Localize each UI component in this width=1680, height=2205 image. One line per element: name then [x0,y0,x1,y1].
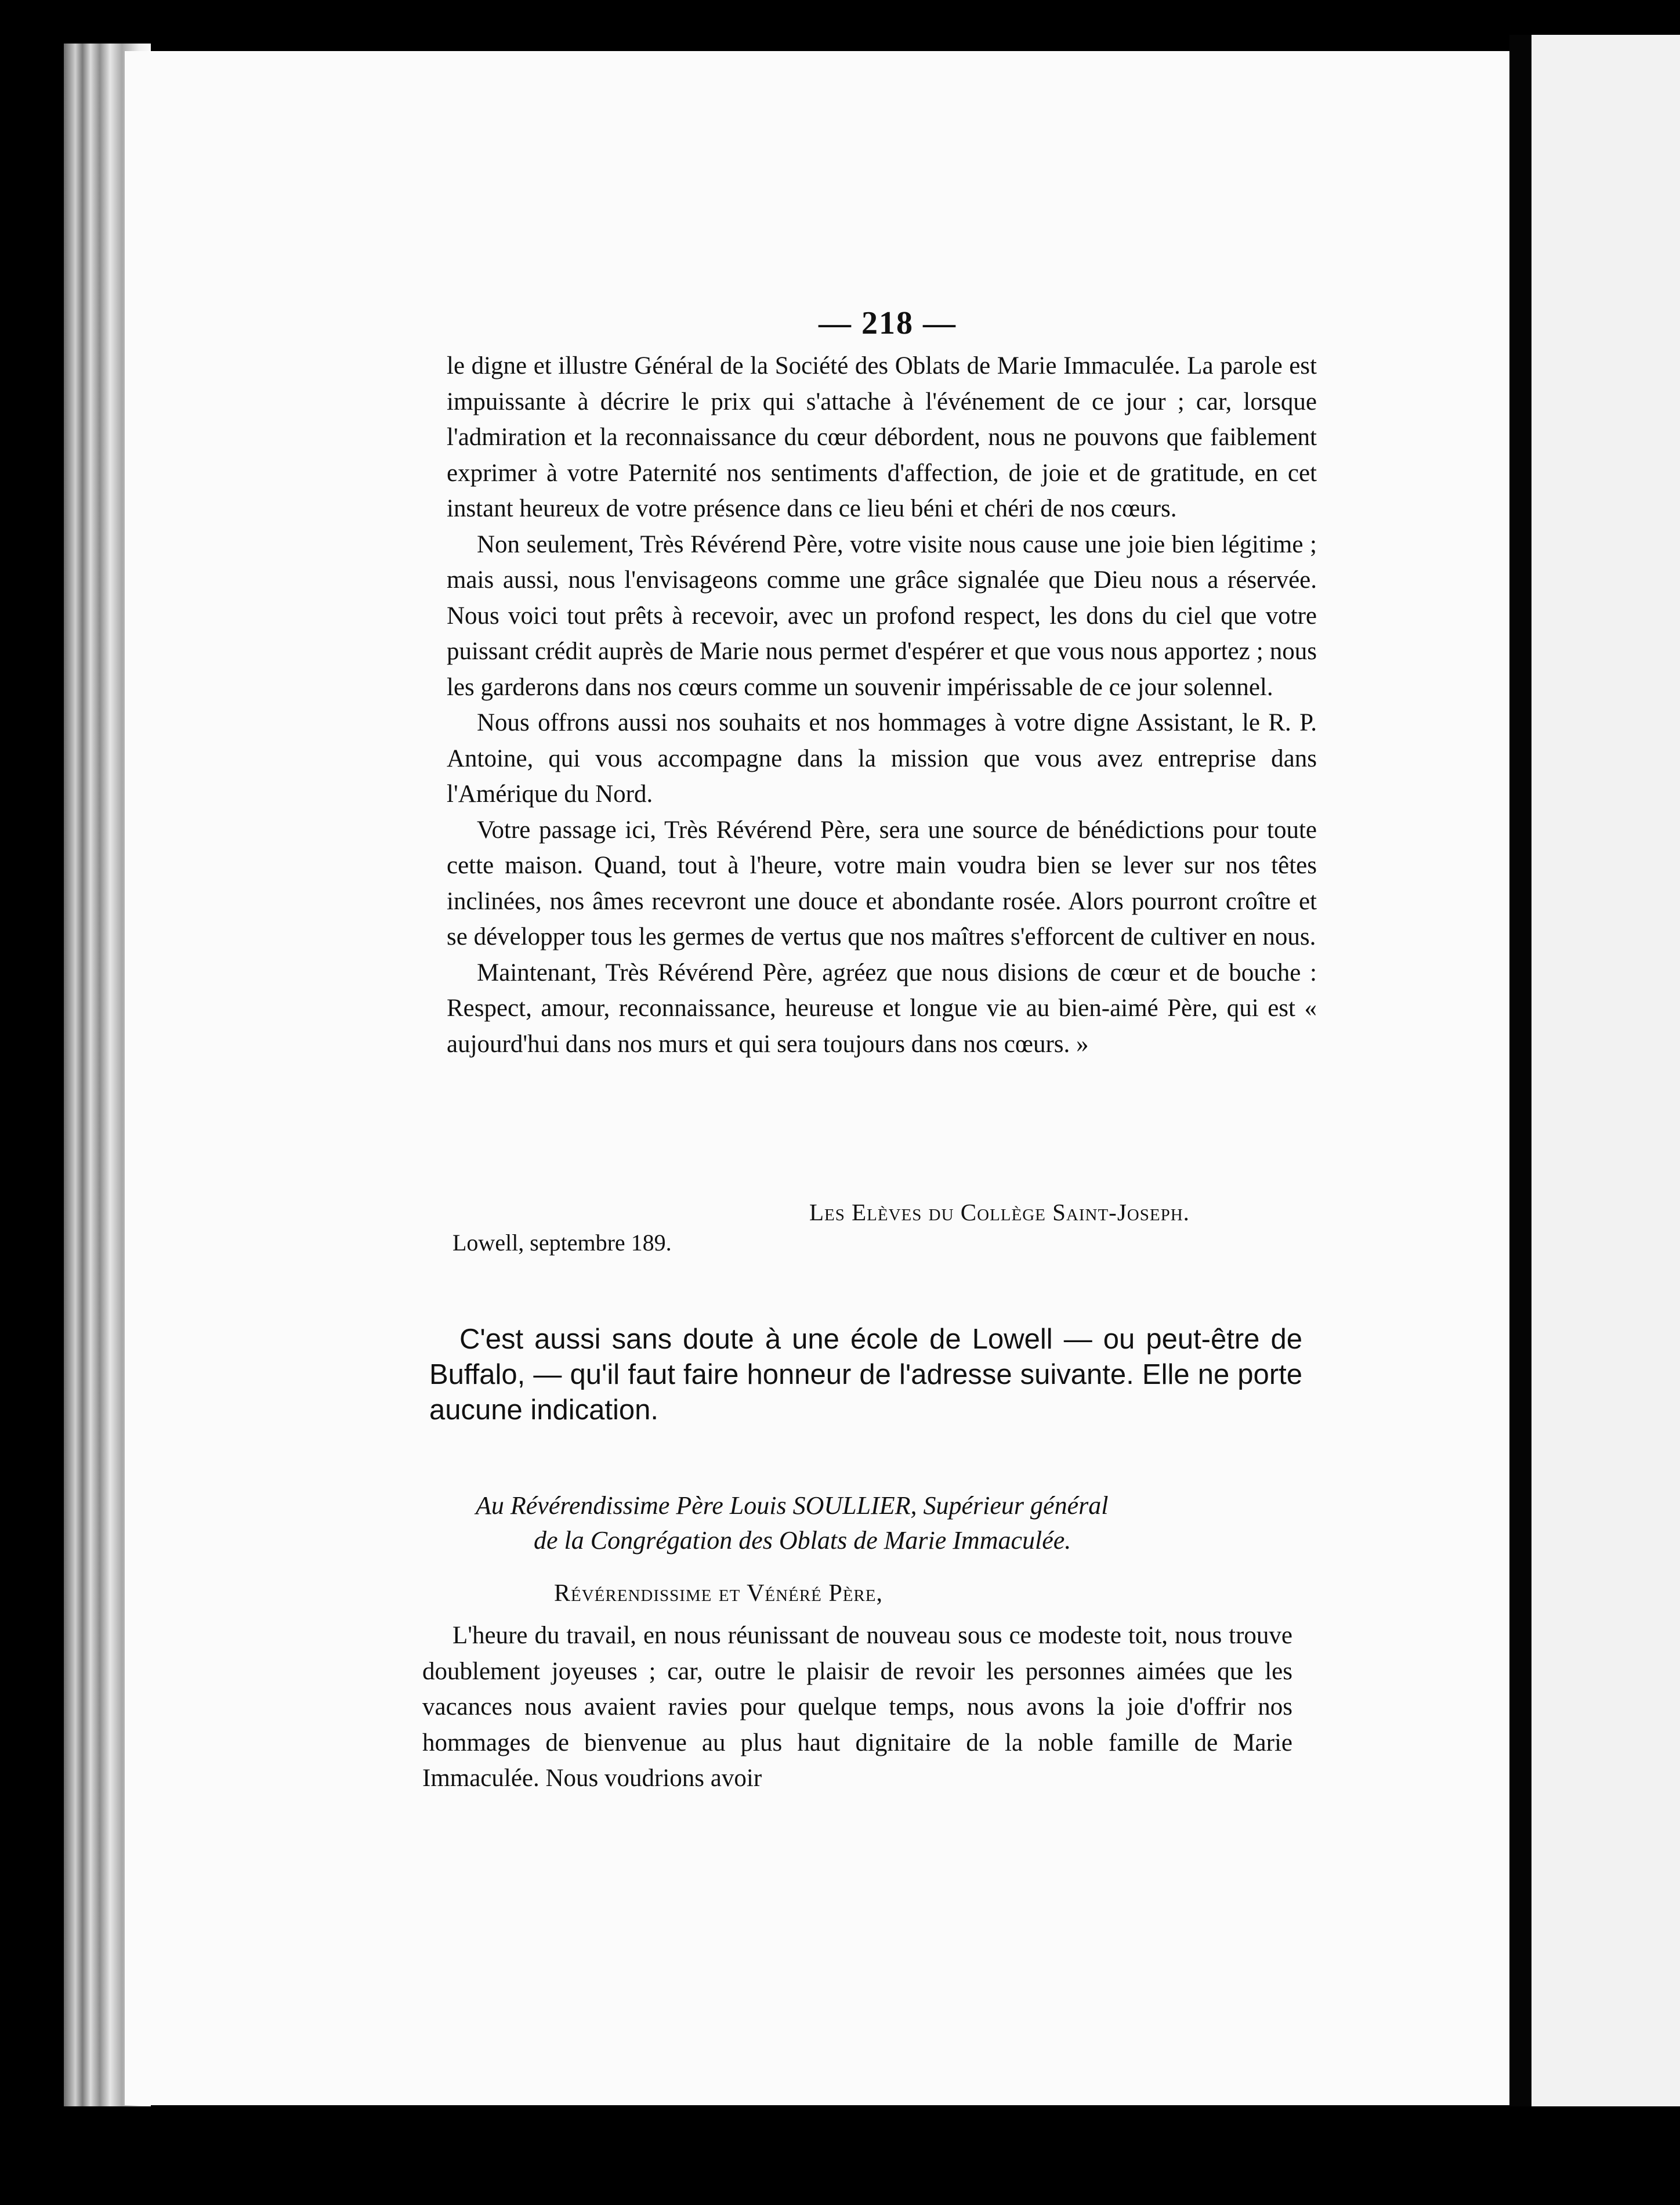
editorial-narrative [429,1322,1302,1428]
letter-paragraph: Maintenant, Très Révérend Père, agréez que nous disions de cœur et de bouche : Respect, amour, reconnaissance, heureuse et longue vie au bien-aimé Père, qui est « aujourd'hui dans nos murs et qui sera toujours dans nos cœurs. » [447,959,1317,1058]
letter-paragraph: Votre passage ici, Très Révérend Père, sera une source de bénédictions pour toute cette maison. Quand, tout à l'heure, votre main voudra bien se lever sur nos têtes inclinées, nos âmes recevront une douce et abondante rosée. Alors pourront croître et se développer tous les germes de vertus que nos maîtres s'efforcent de cultiver en nous. [447,816,1317,950]
page-number: — 218 — [819,305,957,341]
letter-paragraph: Nous offrons aussi nos souhaits et nos hommages à votre digne Assistant, le R. P. Antoine, qui vous accompagne dans la mission que vous avez entreprise dans l'Amérique du Nord. [447,709,1317,808]
letter-dateline: Lowell, septembre 189. [452,1230,672,1256]
second-letter-body [422,1618,1292,1796]
letter-paragraph: L'heure du travail, en nous réunissant de nouveau sous ce modeste toit, nous trouve doublement joyeuses ; car, outre le plaisir de revoir les personnes aimées que les vacances nous avaient ravies pour quelque temps, nous avons la joie d'offrir nos hommages de bienvenue au plus haut dignitaire de la noble famille de Marie Immaculée. Nous voudrions avoir [422,1622,1292,1792]
address-line: de la Congrégation des Oblats de Marie Immaculée. [534,1526,1071,1555]
letter-paragraph: Non seulement, Très Révérend Père, votre visite nous cause une joie bien légitime ; mais aussi, nous l'envisageons comme une grâce signalée que Dieu nous a réservée. Nous voici tout prêts à recevoir, avec un profond respect, les dons du ciel que votre puissant crédit auprès de Marie nous permet d'espérer et que vous nous apportez ; nous les garderons dans nos cœurs comme un souvenir impérissable de ce jour solennel. [447,530,1317,701]
letter-paragraph: le digne et illustre Général de la Société des Oblats de Marie Immaculée. La parole est impuissante à décrire le prix qui s'attache à l'événement de ce jour ; car, lorsque l'admiration et la reconnaissance du cœur débordent, nous ne pouvons que faiblement exprimer à votre Paternité nos sentiments d'affection, de joie et de gratitude, en cet instant heureux de votre présence dans ce lieu béni et chéri de nos cœurs. [447,352,1317,522]
letter-signature: Les Elèves du Collège Saint-Joseph. [809,1199,1190,1226]
narrative-paragraph: C'est aussi sans doute à une école de Lowell — ou peut-être de Buffalo, — qu'il faut faire honneur de l'adresse suivante. Elle ne porte aucune indication. [429,1324,1302,1426]
address-heading [476,1488,1253,1558]
letter-body [447,348,1317,1062]
facing-page-edge [1531,35,1680,2135]
scan-border [0,2106,1680,2205]
address-line: Au Révérendissime Père Louis SOULLIER, Supérieur général [476,1491,1109,1520]
salutation: Révérendissime et Vénéré Père, [554,1580,883,1607]
book-gutter [1509,35,1531,2124]
